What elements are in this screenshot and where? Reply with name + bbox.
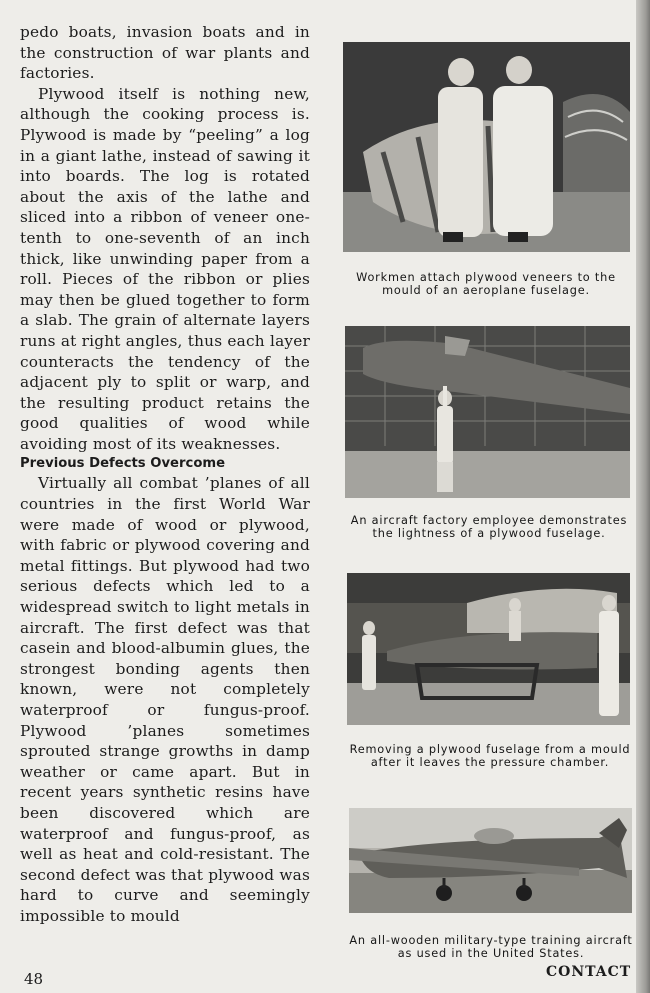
section-subheading: Previous Defects Overcome — [20, 456, 226, 472]
caption-photo-4: An all-wooden military-type training aircraft as used in the United States. — [349, 934, 633, 960]
photo-training-aircraft — [349, 808, 632, 913]
paragraph-3: Virtually all combat ’planes of all countries in the first World War were made of wood or plywood, with fabric or plywood covering and metal fittings. But plywood had two serious defects which led to a widespread switch to light metals in aircraft. The first defect was that casein and blood-albumin glues, the strongest bonding agents then known, were not completely waterproof or fungus-proof. Plywood ’planes sometimes sprouted strange growths in damp weather or came apart. But in recent years synthetic resins have been discovered which are waterproof and fungus-proof, as well as heat and cold-resistant. The second defect was that plywood was hard to curve and seemingly impossible to mould — [20, 474, 310, 925]
photo-mould-removal-illustration — [347, 573, 630, 725]
caption-photo-1: Workmen attach plywood veneers to the mould of an aeroplane fuselage. — [356, 271, 616, 297]
paragraph-1: pedo boats, invasion boats and in the construction of war plants and factories. — [20, 23, 310, 83]
photo-fuselage-lift-illustration — [345, 326, 630, 498]
magazine-name: CONTACT — [546, 964, 632, 980]
photo-workmen-veneers — [343, 42, 630, 252]
caption-photo-3: Removing a plywood fuselage from a mould after it leaves the pressure chamber. — [349, 743, 631, 769]
photo-aircraft-illustration — [349, 808, 632, 913]
photo-removing-fuselage — [347, 573, 630, 725]
page-edge — [636, 0, 650, 993]
page-number: 48 — [24, 970, 44, 988]
photo-workmen-illustration — [343, 42, 630, 252]
article-text-column — [20, 22, 310, 927]
paragraph-2: Plywood itself is nothing new, although the cooking process is. Plywood is made by “peeling” a log in a giant lathe, instead of sawing it into boards. The log is rotated about the axis of the lathe and sliced into a ribbon of veneer one-tenth to one-seventh of an inch thick, like unwinding paper from a roll. Pieces of the ribbon or plies may then be glued together to form a slab. The grain of alternate layers runs at right angles, thus each layer counteracts the tendency of the adjacent ply to split or warp, and the resulting product retains the good qualities of wood while avoiding most of its weaknesses. — [20, 84, 310, 453]
caption-photo-2: An aircraft factory employee demonstrates the lightness of a plywood fuselage. — [350, 514, 628, 540]
photo-employee-fuselage — [345, 326, 630, 498]
